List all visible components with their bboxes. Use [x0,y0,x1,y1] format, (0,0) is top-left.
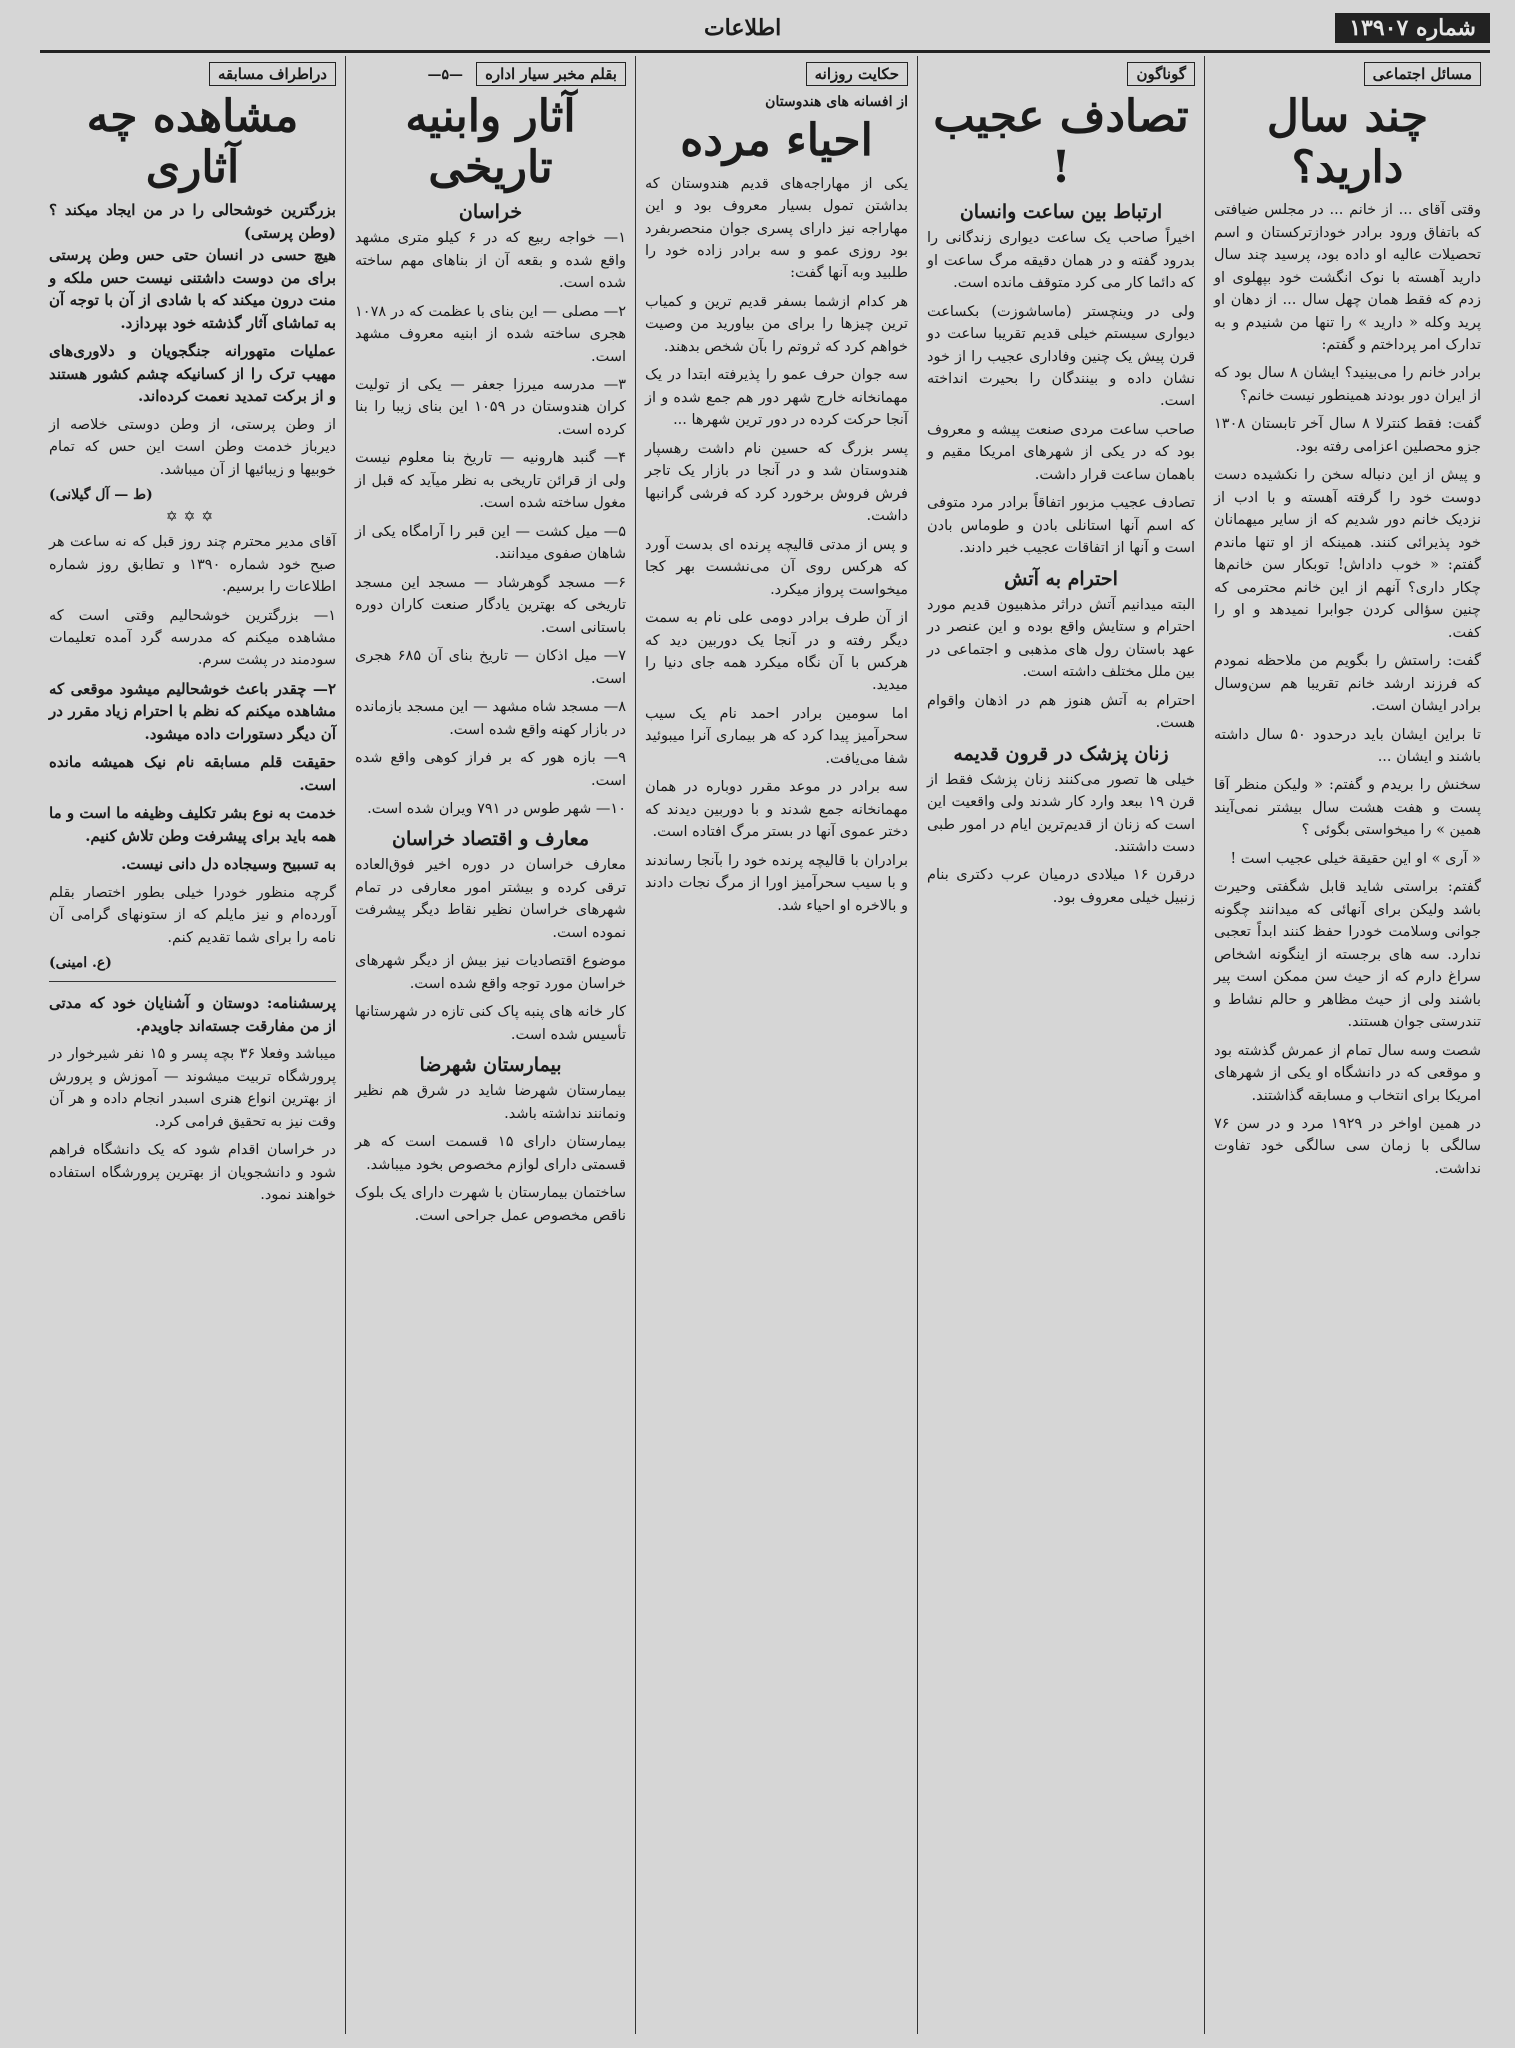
section-tag: مسائل اجتماعی [1364,62,1481,86]
headline: تصادف عجیب ! [933,91,1189,193]
paragraph: حقیقت قلم مسابقه نام نیک همیشه مانده است. [49,753,336,794]
paragraph: ۹— بازه هور که بر فراز کوهی واقع شده است. [355,750,626,789]
column-miscellany [917,56,1204,2034]
paragraph: ۱— بزرگترین خوشحالیم وقتی است که مشاهده میکنم که مدرسه گرد آمده تعلیمات سودمند در پشت سرم. [49,607,336,669]
paragraph: یکی از مهاراجه‌های قدیم هندوستان که بداشتن تمول بسیار معروف بود و این مهاراجه نیز دارای پسری جوان منحصربفرد بود روزی عمو و سه برادر زاده خود را طلبید وبه آنها گفت: [645,175,908,282]
paragraph: ۸— مسجد شاه مشهد — این مسجد بازمانده در بازار کهنه واقع شده است. [355,699,626,738]
paragraph: البته میدانیم آتش دراثر مذهبیون قدیم مورد احترام و ستایش واقع بوده و این عنصر در عهد باستان رول های مذهبی و اجتماعی در بین ملل مختلف داشته است. [927,596,1195,681]
paragraph: هر کدام ازشما بسفر قدیم ترین و کمیاب ترین چیزها را برای من بیاورید من وصیت خواهم کرد که ثروتم را بآن شخص بدهند. [645,293,908,355]
section-tag: بقلم مخبر سیار اداره [476,62,626,86]
paragraph: در همین اواخر در ۱۹۲۹ مرد و در سن ۷۶ سالگی با زمان سی سالگی خود تفاوت نداشت. [1214,1116,1481,1177]
subheading: زنان پزشک در قرون قدیمه [953,742,1169,765]
paragraph: ۲— چقدر باعث خوشحالیم میشود موقعی که مشاهده میکنم که نظم با احترام زیاد مقرر در آن دیگر دستورات داده میشود. [49,679,336,743]
paragraph: به تسبیح وسیجاده دل دانی نیست. [121,855,336,874]
paragraph: از آن طرف برادر دومی علی نام به سمت دیگر رفته و در آنجا یک دوربین دید که هرکس با آن نگاه میکرد همه جای دنیا را میدید. [645,610,908,694]
article-body [355,854,626,1046]
paragraph: وقتی آقای ... از خانم ... در مجلس ضیافتی که باتفاق ورود برادر خودازترکستان و اسم تحصیلات عالیه او داده بود، پرسید چند سال دارید آهسته با نوک انگشت خود بپهلوی او زدم که فقط همان چهل سال ... از دهان او پرید وکله « دارید » را تنها من شنیدم و به تدارک امر پرداختم و گفتم: [1214,202,1481,353]
signature: (ع. امینی) [49,955,112,972]
paragraph: آقای مدیر محترم چند روز قبل که نه ساعت هر صبح خود شماره ۱۳۹۰ و تطابق روز شماره اطلاعات را برسیم. [49,534,336,596]
article-body [1214,199,1481,1180]
subheading: ارتباط بین ساعت وانسان [959,201,1163,224]
paragraph: اخیراً صاحب یک ساعت دیواری زندگانی را بدرود گفته و در همان دقیقه مرگ ساعت او که دائما کار می کرد متوقف مانده است. [927,230,1195,292]
column-daily-story [635,56,917,2034]
divider-stars: ✡✡✡ [165,509,220,526]
paragraph: ۳— مدرسه میرزا جعفر — یکی از تولیت کران هندوستان در ۱۰۵۹ این بنای زیبا را بنا کرده است. [355,377,626,438]
paragraph: عملیات متهورانه جنگجویان و دلاوری‌های مهیب ترک را از کسانیکه چشم کشور هستند و از برکت تمدید نعمت کرده‌اند. [49,342,336,406]
paragraph: برادر خانم را می‌بینید؟ ایشان ۸ سال بود که از ایران دور بودند همینطور نیست خانم؟ [1214,365,1481,404]
paragraph: و پس از مدتی قالیچه پرنده ای بدست آورد که هرکس روی آن می‌نشست بهر کجا میخواست پرواز میکرد. [645,536,908,598]
paragraph: ۷— میل اذکان — تاریخ بنای آن ۶۸۵ هجری است. [355,648,626,687]
paragraph: احترام به آتش هنوز هم در اذهان واقوام هست. [927,692,1195,732]
article-body [927,227,1195,560]
paragraph: گفتم: براستی شاید قابل شگفتی وحیرت باشد ولیکن برای آنهائی که میدانند چگونه جوانی وسلامت خودرا حفظ کنند ابداً تعجبی ندارد. سه های برجسته از اینگونه اشخاص سراغ دارم که از حیث سن ممکن است پیر باشند ولی از حیث مظاهر و حالم نشاط و تندرستی جوان هستند. [1214,879,1481,1031]
paper-name: اطلاعات [703,15,782,41]
column-contest [40,56,345,2034]
paragraph: اما سومین برادر احمد نام یک سیب سحرآمیز پیدا کرد که هر بیماری آنرا میبوئید شفا می‌یافت. [645,705,908,767]
divider [49,981,336,982]
kicker: از افسانه های هندوستان [765,94,908,110]
article-body [645,173,908,918]
paragraph: موضوع اقتصادیات نیز بیش از دیگر شهرهای خراسان مورد توجه واقع شده است. [355,953,626,992]
paragraph: و پیش از این دنباله سخن را نکشیده دست دوست خود را گرفته آهسته و با ادب از نزدیک خانم دور شدیم که از سایر میهمانان خود پذیرائی کنند. همینکه از او تنها ماندم گفتم: « خوب داداش! توبکار سن خانم‌ها چکار داری؟ آنهم از این خانم محترمی که چنین سؤالی کردن جوابرا نمیدهد و او را کفت. [1214,467,1481,641]
series-number: —۵— [427,67,463,83]
paragraph: « آری » او این حقیقة خیلی عجیب است ! [1230,850,1481,867]
article-body [49,244,336,481]
column-social [1204,56,1490,2034]
headline: چند سال دارید؟ [1266,91,1429,193]
paragraph: ساختمان بیمارستان با شهرت دارای یک بلوک ناقص مخصوص عمل جراحی است. [355,1185,626,1224]
paragraph: ولی در وینچستر (ماساشوزت) بکساعت دیواری سیستم خیلی قدیم تقریبا ساعت دو قرن پیش یک چنین وفاداری عجیب را از خود نشان داده و بینندگان را بحیرت انداخته است. [927,303,1195,410]
paragraph: تصادف عجیب مزبور اتفاقاً برادر مرد متوفی که اسم آنها استانلی بادن و طوماس بادن است و آنها از اتفاقات عجیب خبر دادند. [927,495,1195,557]
paragraph: خدمت به نوع بشر تکلیف وظیفه ما است و ما همه باید برای پیشرفت وطن تلاش کنیم. [49,804,336,845]
columns-container [40,56,1490,2034]
article-body [49,992,336,1206]
paragraph: میباشد وفعلا ۳۶ بچه پسر و ۱۵ نفر شیرخوار در پرورشگاه تربیت میشوند — آموزش و پرورش از بهترین انواع هنری اسبدر انجام داده و هر آن وقت نیز به تحقیق فرامی کرد. [49,1046,336,1130]
paragraph: گرچه منظور خودرا خیلی بطور اختصار بقلم آورده‌ام و نیز مایلم که از ستونهای گرامی آن نامه را برای شما تقدیم کنم. [49,884,336,946]
headline: مشاهده چه آثاری [86,91,299,193]
paragraph: گفت: فقط کنترلا ۸ سال آخر تابستان ۱۳۰۸ جزو محصلین اعزامی رفته بود. [1214,416,1481,455]
paragraph: برادران با قالیچه پرنده خود را بآنجا رساندند و با سیب سحرآمیز اورا از مرگ نجات دادند و بالاخره او احیاء شد. [645,852,908,914]
paragraph: سخنش را بریدم و گفتم: « ولیکن منظر آقا پست و هفت هشت سال بیشتر نمی‌آیند همین » را میخواستی بگوئی ؟ [1214,777,1481,839]
paragraph: هیچ حسی در انسان حتی حس وطن پرستی برای من دوست داشتنی نیست حس ملکه و منت درون میکند که با شادی از آن با توجه آن به تماشای آثار گذشته خود بپردازد. [49,246,336,332]
headline: آثار وابنیه تاریخی [405,91,576,193]
article-body [49,531,336,949]
article-body [355,1080,626,1227]
section-tag: گوناگون [1127,62,1195,86]
paragraph: پسر بزرگ که حسین نام داشت رهسپار هندوستان شد و در آنجا در بازار یک تاجر فرش فروش برخورد کرد که فرشی گرانبها داشت. [645,440,908,525]
paragraph: ۴— گنبد هارونیه — تاریخ بنا معلوم نیست ولی از قرائن تاریخی به نظر میآید که قبل از مغول ساخته شده است. [355,450,626,512]
article-body [927,769,1195,910]
signature: (ط — آل گیلانی) [49,487,153,504]
subheading: معارف و اقتصاد خراسان [391,828,589,851]
paragraph: در خراسان اقدام شود که یک دانشگاه فراهم شود و دانشجویان از بهترین پرورشگاه استفاده خواهند نمود. [49,1142,336,1204]
article-body [927,594,1195,735]
paragraph: کار خانه های پنبه پاک کنی تازه در شهرستانها تأسیس شده است. [355,1004,626,1043]
paragraph: ۱— خواجه ربیع که در ۶ کیلو متری مشهد واقع شده و بقعه آن از بناهای مهم ساخته شده است. [355,230,626,292]
subheading: بیمارستان شهرضا [419,1054,562,1077]
paragraph: ۶— مسجد گوهرشاد — مسجد این مسجد تاریخی که بهترین یادگار صنعت کاران دوره باستانی است. [355,574,626,636]
masthead [40,8,1490,48]
subheading: خراسان [458,201,523,224]
paragraph: بیمارستان شهرضا شاید در شرق هم نظیر ونمانند نداشته باشد. [355,1083,626,1122]
paragraph: خیلی ها تصور می‌کنند زنان پزشک فقط از قرن ۱۹ ببعد وارد کار شدند ولی واقعیت این است که زنان از قدیم‌ترین ایام در امور طبی دست داشتند. [927,771,1195,855]
masthead-rule [40,50,1490,53]
article-body [355,227,626,820]
paragraph: سه جوان حرف عمو را پذیرفته ابتدا در یک مهمانخانه خارج شهر دور هم جمع شده و از آنجا حرکت کرده در دور ترین شهرها ... [645,367,908,429]
headline: احیاء مرده [680,115,873,166]
lead-text: بزرگترین خوشحالی را در من ایجاد میکند ؟ (وطن پرستی) [49,201,336,242]
paragraph: سه برادر در موعد مقرر دوباره در همان مهمانخانه جمع شدند و با دوربین دیدند که دختر عموی آنها در بستر مرگ افتاده است. [645,779,908,841]
paragraph: بیمارستان دارای ۱۵ قسمت است که هر قسمتی دارای لوازم مخصوص بخود میباشد. [355,1134,626,1173]
paragraph: شصت وسه سال تمام از عمرش گذشته بود و موقعی که در دانشگاه او یکی از شهرهای امریکا برای انتخاب و مسابقه گذاشتند. [1214,1042,1481,1104]
section-tag: دراطراف مسابقه [209,62,336,86]
paragraph: گفت: راستش را بگویم من ملاحظه نمودم که فرزند ارشد خانم تقریبا هم سن‌وسال برادر ایشان است. [1214,653,1481,715]
paragraph: صاحب ساعت مردی صنعت پیشه و معروف بود که در یکی از شهرهای امریکا مقیم و باهمان ساعت قرار داشت. [927,421,1195,483]
paragraph: ۵— میل کشت — این قبر را آرامگاه یکی از شاهان صفوی میدانند. [355,523,626,563]
issue-number: شماره ۱۳۹۰۷ [1335,13,1490,43]
column-historic-monuments [345,56,635,2034]
paragraph: معارف خراسان در دوره اخیر فوق‌العاده ترقی کرده و بیشتر امور معارفی در تمام شهرهای خراسان نظیر نقاط دیگر پیشرفت نموده است. [355,857,626,941]
paragraph: از وطن پرستی، از وطن دوستی خلاصه از دیرباز خدمت وطن است این حس که تمام خوبیها و زیبائیها از آن میباشد. [49,416,336,478]
paragraph: پرسشنامه: دوستان و آشنایان خود که مدتی از من مفارقت جسته‌اند جاویدم. [49,994,336,1035]
subheading: احترام به آتش [1004,567,1118,590]
section-tag: حکایت روزانه [806,62,908,86]
paragraph: تا براین ایشان باید درحدود ۵۰ سال داشته باشند و ایشان ... [1214,726,1482,765]
paragraph: ۱۰— شهر طوس در ۷۹۱ ویران شده است. [367,800,626,817]
paragraph: درقرن ۱۶ میلادی درمیان عرب دکتری بنام زنبیل خیلی معروف بود. [927,867,1195,906]
paragraph: ۲— مصلی — این بنای با عظمت که در ۱۰۷۸ هجری ساخته شده از ابنیه معروف مشهد است. [355,303,626,365]
